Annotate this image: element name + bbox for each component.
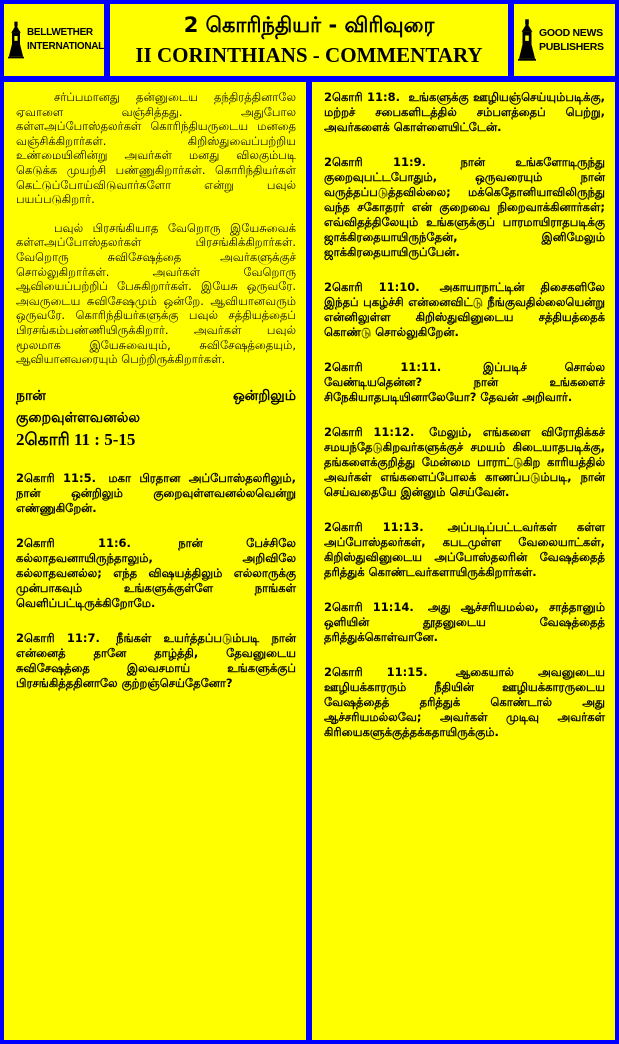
verse-reference: 2கொரி 11:8. (324, 90, 401, 104)
verse-paragraph (16, 536, 296, 611)
verse-paragraph (16, 631, 296, 691)
verse-paragraph (324, 520, 605, 580)
verse-text: அகாயாநாட்டின் திசைகளிலே இந்தப் புகழ்ச்சி என்னைவிட்டு நீங்குவதில்லையென்று என்னிலுள்ள கிறிஸ்துவினுடைய சத்தியத்தைக் கொண்டு சொல்லுகிறேன். (324, 280, 605, 339)
intro-paragraph-1: சர்ப்பமானது தன்னுடைய தந்திரத்தினாலே ஏவாளை வஞ்சித்தது. அதுபோல கள்ளஅப்போஸ்தலர்கள் கொரிந்தியருடைய மனதை வஞ்சிக்கிறார்கள். கிறிஸ்துவைப்பற்றிய உண்மையினின்று அவர்கள் மனது விலகும்படி கெடுக்க முயற்சி பண்ணுகிறார்கள். கொரிந்தியர்கள் கெட்டுப்போய்விடுவார்களோ என்று பவுல் பயப்படுகிறார். (16, 90, 296, 207)
verse-text: உங்களுக்கு ஊழியஞ்செய்யும்படிக்கு, மற்றச் சபைகளிடத்தில் சம்பளத்தைப் பெற்று, அவர்களைக் கொள்ளையிட்டேன். (324, 90, 605, 134)
verse-list-left (16, 471, 296, 691)
verse-paragraph (16, 471, 296, 516)
verse-list-right (324, 90, 605, 740)
title-banner (110, 4, 508, 76)
heading-line-2: குறைவுள்ளவனல்ல (16, 409, 141, 426)
good-news-logo-text (539, 26, 604, 54)
title-tamil: 2 கொரிந்தியர் - விரிவுரை (183, 13, 435, 37)
verse-text: அது ஆச்சரியமல்ல, சாத்தானும் ஒளியின் தூதனுடைய வேஷத்தைத் தரித்துக்கொள்வானே. (324, 600, 605, 644)
logo-line-1: BELLWETHER (26, 27, 93, 38)
bellwether-logo-text (27, 26, 104, 54)
verse-paragraph (324, 280, 605, 340)
verse-paragraph (324, 90, 605, 135)
verse-reference: 2கொரி 11:15. (324, 665, 428, 679)
title-english: II CORINTHIANS - COMMENTARY (135, 43, 483, 67)
logo-line-1: GOOD NEWS (539, 27, 603, 39)
section-heading (16, 385, 296, 451)
verse-paragraph (324, 360, 605, 405)
verse-reference: 2கொரி 11:7. (16, 630, 100, 645)
bell-tower-icon (518, 18, 536, 62)
verse-text: நான் உங்களோடிருந்து குறைவுபட்டபோதும், ஒருவரையும் நான் வருத்தப்படுத்தவில்லை; மக்கெதோனியாவிலிருந்து வந்த சகோதரர் என் குறைவை நிறைவாக்கினார்கள்; எவ்விதத்திலேயும் உங்களுக்குப் பாரமாயிராதபடிக்கு ஜாக்கிரதையாயிருந்தேன், இனிமேலும் ஜாக்கிரதையாயிருப்பேன். (324, 155, 605, 259)
intro-text (16, 90, 296, 367)
left-column (4, 82, 306, 1040)
verse-paragraph (324, 600, 605, 645)
verse-text: அப்படிப்பட்டவர்கள் கள்ள அப்போஸ்தலர்கள், கபடமுள்ள வேலையாட்கள், கிறிஸ்துவினுடைய அப்போஸ்தலரின் வேஷத்தைத் தரித்துக் கொண்டவர்களாயிருக்கிறார்கள். (324, 520, 605, 579)
verse-reference: 2கொரி 11:6. (16, 535, 131, 550)
heading-word: ஒன்றிலும் (232, 387, 296, 404)
verse-text: ஆகையால் அவனுடைய ஊழியக்காரரும் நீதியின் ஊழியக்காரருடைய வேஷத்தைத் தரித்துக் கொண்டால் அது ஆச்சரியமல்லவே; அவர்கள் முடிவு அவர்கள் கிரியைகளுக்குத்தக்கதாயிருக்கும். (324, 665, 605, 739)
bellwether-logo (4, 4, 104, 76)
intro-paragraph-2: பவுல் பிரசங்கியாத வேறொரு இயேசுவைக் கள்ளஅப்போஸ்தலர்கள் பிரசங்கிக்கிறார்கள். வேறொரு சுவிசேஷத்தை அவர்களுக்குச் சொல்லுகிறார்கள். அவர்கள் வேறொரு ஆவியைப்பற்றிப் பேசுகிறார்கள். இயேசு ஒருவரே. அவருடைய சுவிசேஷமும் ஒன்றே. ஆவியானவரும் ஒருவரே. கொரிந்தியர்களுக்கு பவுல் சத்தியத்தைப் பிரசங்கம்பண்ணியிருக்கிறார். அவர்கள் பவுல் மூலமாக இயேசுவையும், சுவிசேஷத்தையும், ஆவியானவரையும் பெற்றிருக்கிறார்கள். (16, 220, 296, 367)
logo-line-2: INTERNATIONAL (26, 41, 104, 52)
good-news-logo (514, 4, 615, 76)
verse-reference: 2கொரி 11:11. (324, 360, 442, 374)
verse-text: நான் பேச்சிலே கல்லாதவனாயிருந்தாலும், அறிவிலே கல்லாதவனல்ல; எந்த விஷயத்திலும் எல்லாருக்கு முன்பாகவும் உங்களுக்குள்ளே நாங்கள் வெளிப்பட்டிருக்கிறோமே. (16, 535, 296, 610)
verse-text: மேலும், எங்களை விரோதிக்கச் சமயந்தேடுகிறவர்களுக்குச் சமயம் கிடையாதபடிக்கு, தங்களைக்குறித்து மேன்மை பாராட்டுகிற காரியத்தில் அவர்கள் எங்களைப்போலக் காணப்படும்படி, நான் செய்வதையே இன்னும் செய்வேன். (324, 425, 605, 499)
verse-paragraph (324, 665, 605, 740)
verse-reference: 2கொரி 11:10. (324, 280, 420, 294)
verse-paragraph (324, 425, 605, 500)
verse-reference: 2கொரி 11:12. (324, 425, 415, 439)
verse-reference: 2கொரி 11:9. (324, 155, 426, 169)
verse-reference: 2கொரி 11:5. (16, 470, 96, 485)
verse-paragraph (324, 155, 605, 260)
logo-line-2: PUBLISHERS (539, 41, 604, 53)
verse-text: நீங்கள் உயர்த்தப்படும்படி நான் என்னைத் தானே தாழ்த்தி, தேவனுடைய சுவிசேஷத்தை இலவசமாய் உங்களுக்குப் பிரசங்கித்ததினாலே குற்றஞ்செய்தேனோ? (16, 630, 296, 690)
verse-reference: 2கொரி 11:13. (324, 520, 424, 534)
verse-text: மகா பிரதான அப்போஸ்தலரிலும், நான் ஒன்றிலும் குறைவுள்ளவனல்லவென்று எண்ணுகிறேன். (16, 470, 296, 515)
bell-tower-icon (8, 17, 24, 63)
heading-word: நான் (16, 387, 46, 404)
verse-text: இப்படிச் சொல்ல வேண்டியதென்ன? நான் உங்களைச் சிநேகியாதபடியினாலேயோ? தேவன் அறிவார். (324, 360, 605, 404)
verse-reference: 2கொரி 11:14. (324, 600, 414, 614)
heading-reference: 2கொரி 11 : 5-15 (16, 429, 136, 449)
right-column (312, 82, 615, 1040)
